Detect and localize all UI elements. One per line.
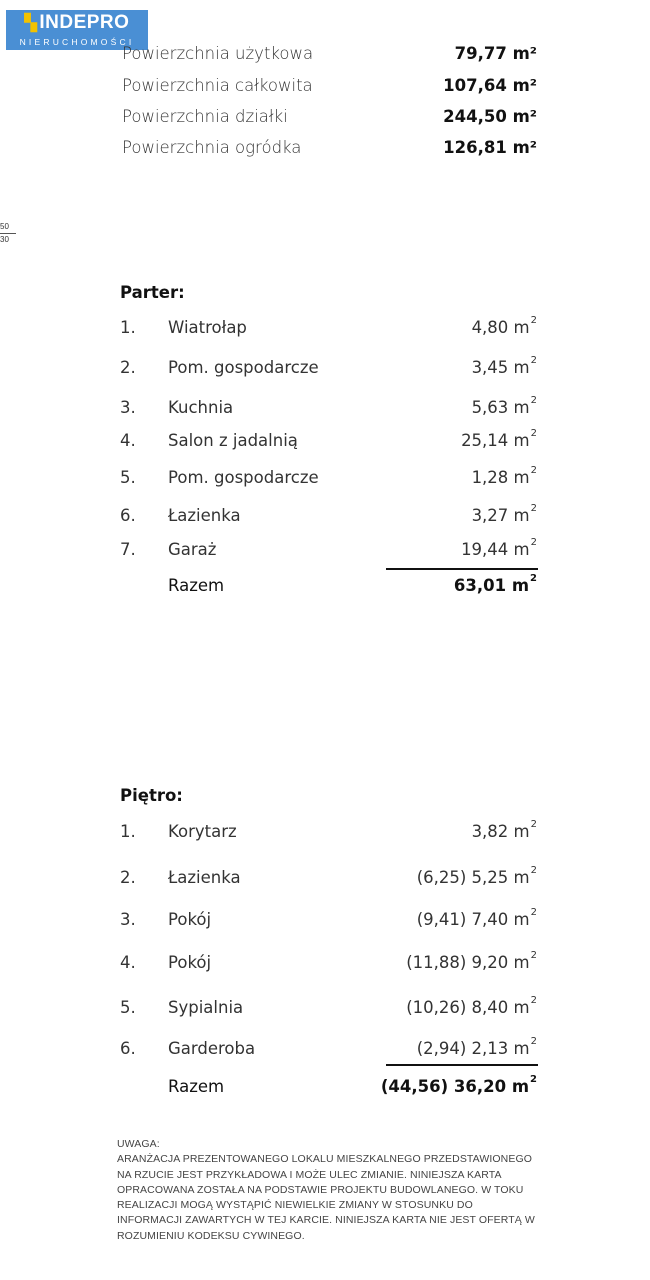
- note-line: OPRACOWANA ZOSTAŁA NA PODSTAWIE PROJEKTU BUDOWLANEGO. W TOKU: [117, 1183, 524, 1196]
- room-number: 1.: [120, 318, 136, 337]
- room-number: 5.: [120, 998, 136, 1017]
- room-row: [120, 907, 537, 936]
- room-area: 25,14 $m^2$: [461, 428, 537, 450]
- room-name: Kuchnia: [168, 398, 234, 417]
- summary-value: 107,64 m²: [443, 76, 537, 95]
- note-line: INFORMACJI ZAWARTYCH W TEJ KARCIE. NINIEJSZA KARTA NIE JEST OFERTĄ W: [117, 1214, 535, 1227]
- total-value: (44,56) 36,20 $m^2$: [380, 1074, 537, 1096]
- room-number: 4.: [120, 431, 136, 450]
- room-row: [120, 995, 537, 1024]
- room-number: 4.: [120, 953, 136, 972]
- logo-name: INDEPRO: [39, 12, 130, 33]
- room-number: 2.: [120, 868, 136, 887]
- room-name: Pom. gospodarcze: [168, 468, 319, 487]
- summary-value: 79,77 m²: [454, 44, 537, 63]
- room-area: 3,27 $m^2$: [471, 503, 537, 525]
- summary-row: [122, 44, 537, 70]
- room-number: 5.: [120, 468, 136, 487]
- room-number: 3.: [120, 398, 136, 417]
- room-area: 3,45 $m^2$: [471, 355, 537, 377]
- summary-label: Powierzchnia ogródka: [122, 138, 302, 157]
- room-name: Łazienka: [168, 506, 241, 525]
- room-row: [120, 819, 537, 848]
- room-area: (10,26) 8,40 $m^2$: [406, 995, 537, 1017]
- room-row: [120, 865, 537, 894]
- disclaimer-note: [117, 1137, 547, 1244]
- room-area: 19,44 $m^2$: [461, 537, 537, 559]
- room-area: 1,28 $m^2$: [471, 465, 537, 487]
- total-divider: [386, 568, 538, 570]
- room-row: [120, 1036, 537, 1065]
- room-area: (9,41) 7,40 $m^2$: [416, 907, 537, 929]
- room-area: (2,94) 2,13 $m^2$: [416, 1036, 537, 1058]
- total-row: [168, 573, 537, 602]
- room-row: [120, 428, 537, 457]
- total-divider: [386, 1064, 538, 1066]
- summary-row: [122, 138, 537, 164]
- total-row: [168, 1074, 537, 1103]
- summary-value: 126,81 m²: [443, 138, 537, 157]
- room-name: Łazienka: [168, 868, 241, 887]
- total-value: 63,01 $m^2$: [453, 573, 537, 595]
- room-row: [120, 395, 537, 424]
- total-label: Razem: [168, 576, 225, 595]
- total-label: Razem: [168, 1077, 225, 1096]
- room-area: 3,82 $m^2$: [471, 819, 537, 841]
- summary-row: [122, 107, 537, 133]
- room-number: 1.: [120, 822, 136, 841]
- room-name: Sypialnia: [168, 998, 244, 1017]
- room-number: 3.: [120, 910, 136, 929]
- room-row: [120, 465, 537, 494]
- dimension-mark-top: 50: [0, 222, 9, 231]
- room-row: [120, 355, 537, 384]
- room-number: 2.: [120, 358, 136, 377]
- room-name: Garderoba: [168, 1039, 256, 1058]
- room-name: Wiatrołap: [168, 318, 247, 337]
- room-name: Pokój: [168, 910, 212, 929]
- room-area: 5,63 $m^2$: [471, 395, 537, 417]
- room-name: Korytarz: [168, 822, 237, 841]
- building-icon: ▚: [24, 15, 38, 32]
- summary-label: Powierzchnia całkowita: [122, 76, 313, 95]
- note-line: NA RZUCIE JEST PRZYKŁADOWA I MOŻE ULEC ZMIANIE. NINIEJSZA KARTA: [117, 1168, 502, 1181]
- section-title-parter: Parter:: [120, 283, 185, 302]
- room-number: 7.: [120, 540, 136, 559]
- logo-tagline: NIERUCHOMOŚCI: [19, 37, 135, 47]
- dimension-mark-bottom: 30: [0, 235, 9, 244]
- section-title-pietro: Piętro:: [120, 786, 183, 805]
- room-number: 6.: [120, 1039, 136, 1058]
- summary-label: Powierzchnia użytkowa: [122, 44, 314, 63]
- room-name: Pom. gospodarcze: [168, 358, 319, 377]
- room-row: [120, 537, 537, 566]
- room-area: (11,88) 9,20 $m^2$: [406, 950, 537, 972]
- note-heading: UWAGA:: [117, 1138, 160, 1150]
- room-area: 4,80 $m^2$: [471, 315, 537, 337]
- summary-row: [122, 76, 537, 102]
- room-row: [120, 950, 537, 979]
- room-area: (6,25) 5,25 $m^2$: [416, 865, 537, 887]
- dimension-line: [0, 233, 16, 234]
- room-row: [120, 503, 537, 532]
- room-name: Salon z jadalnią: [168, 431, 298, 450]
- note-line: REALIZACJI MOGĄ WYSTĄPIĆ NIEWIELKIE ZMIANY W STOSUNKU DO: [117, 1199, 473, 1212]
- summary-label: Powierzchnia działki: [122, 107, 288, 126]
- note-line: ARANŻACJA PREZENTOWANEGO LOKALU MIESZKALNEGO PRZEDSTAWIONEGO: [117, 1153, 532, 1166]
- room-row: [120, 315, 537, 344]
- note-line: ROZUMIENIU KODEKSU CYWINEGO.: [117, 1229, 305, 1242]
- room-number: 6.: [120, 506, 136, 525]
- summary-value: 244,50 m²: [443, 107, 537, 126]
- room-name: Garaż: [168, 540, 217, 559]
- room-name: Pokój: [168, 953, 212, 972]
